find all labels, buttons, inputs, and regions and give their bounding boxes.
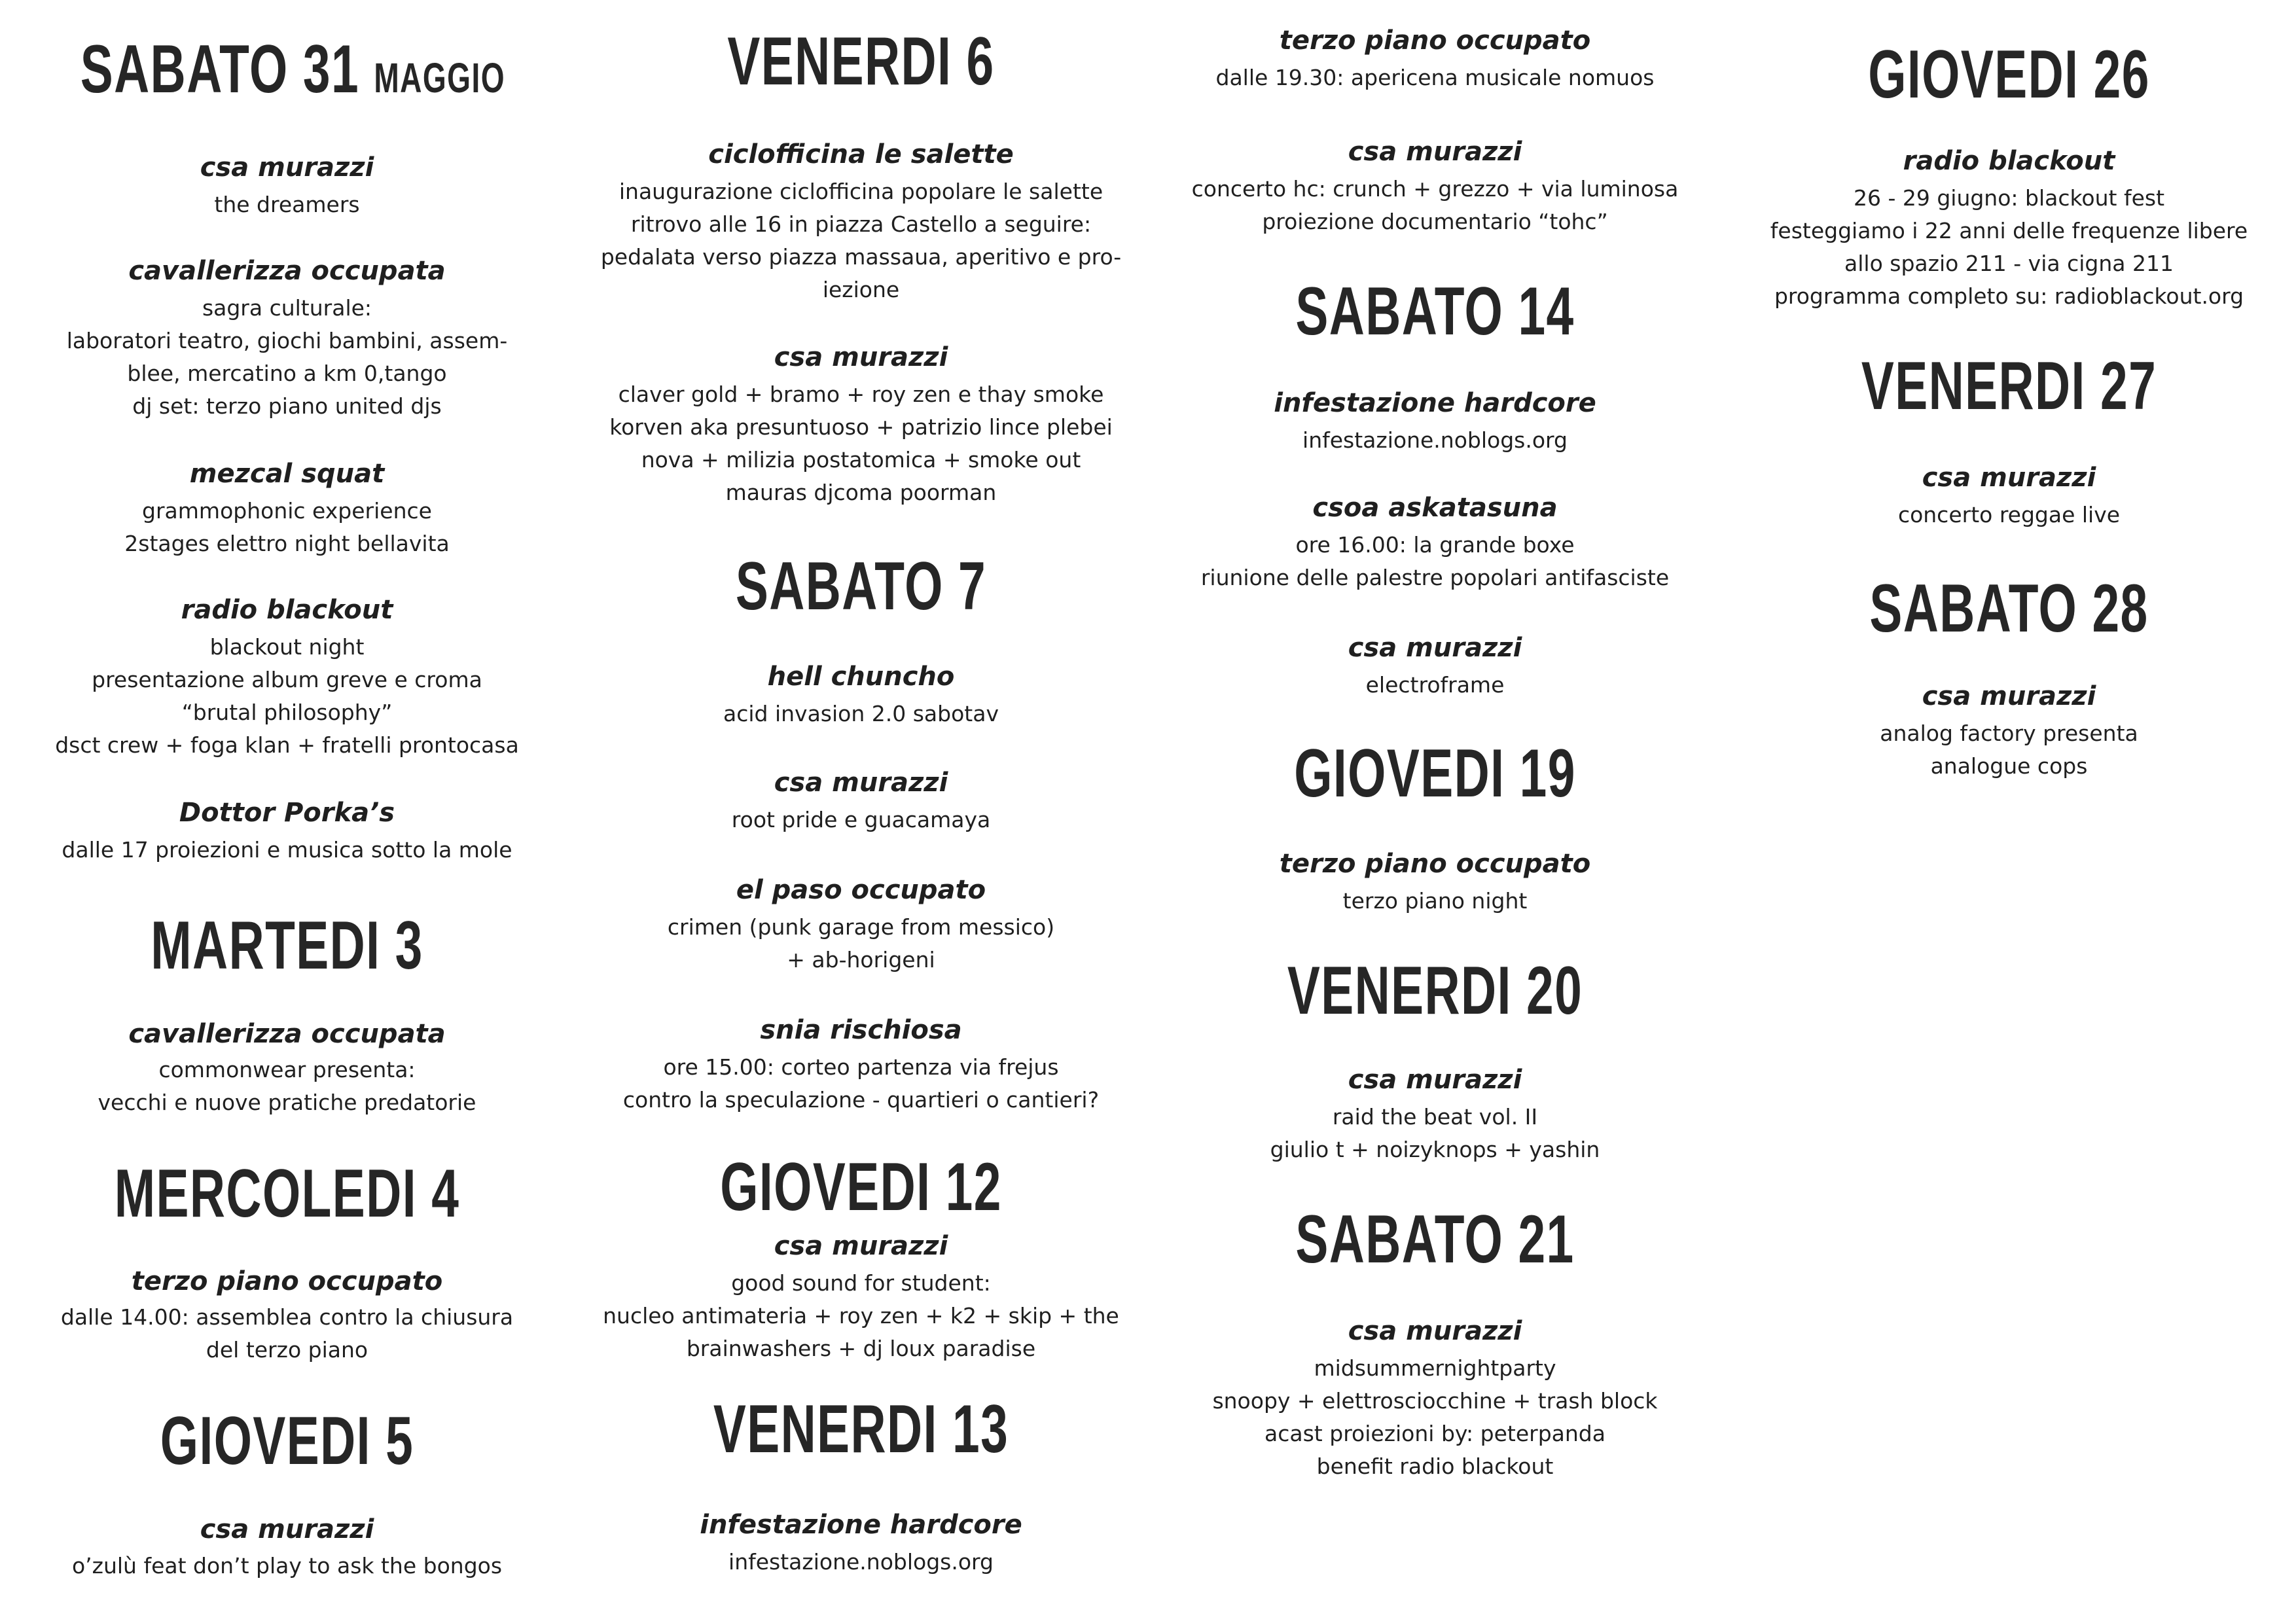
venue-name: [0, 1266, 574, 1297]
event-line: [0, 495, 574, 527]
event-line-text: good sound for student:: [731, 1270, 991, 1296]
event-line-text: presentazione album greve e croma: [92, 667, 482, 692]
day-heading-text: MERCOLEDI 4: [114, 1156, 460, 1232]
venue-name-text: cavallerizza occupata: [128, 1019, 446, 1049]
venue-name-text: mezcal squat: [189, 459, 385, 489]
event-line-text: nucleo antimateria + roy zen + k2 + skip + the: [603, 1303, 1119, 1329]
venue-name: [1148, 632, 1722, 664]
event-line-text: concerto reggae live: [1897, 502, 2121, 527]
venue-name: [1148, 848, 1722, 880]
event-line-text: infestazione.noblogs.org: [728, 1549, 994, 1575]
day-heading-text: SABATO 21: [1295, 1202, 1575, 1277]
event-line: [574, 698, 1148, 730]
day-heading: [81, 1402, 493, 1480]
day-heading: [1229, 272, 1641, 351]
event-line-text: programma completo su: radioblackout.org: [1774, 283, 2244, 309]
day-heading-text: GIOVEDI 19: [1294, 736, 1576, 812]
day-heading-text: GIOVEDI 5: [160, 1403, 414, 1479]
event-line-text: infestazione.noblogs.org: [1302, 427, 1568, 453]
venue-name: [0, 152, 574, 183]
event-line-text: dsct crew + foga klan + fratelli prontocasa: [55, 732, 519, 758]
venue-name: [0, 1018, 574, 1050]
venue-name: [0, 255, 574, 287]
event-line: [1148, 1385, 1722, 1418]
event-line: [0, 390, 574, 423]
event-line-text: o’zulù feat don’t play to ask the bongos: [71, 1553, 503, 1578]
venue-name-text: csa murazzi: [1922, 463, 2096, 493]
event-line-text: nova + milizia postatomica + smoke out: [641, 447, 1081, 473]
event-line: [574, 1300, 1148, 1332]
venue-name-text: csa murazzi: [1348, 633, 1522, 663]
event-line: [0, 696, 574, 729]
day-heading-text: VENERDI 27: [1861, 348, 2157, 424]
column-1: [0, 0, 574, 1623]
venue-name: [574, 139, 1148, 170]
day-heading: [1803, 347, 2215, 425]
event-line: [0, 729, 574, 762]
event-line-text: midsummernightparty: [1314, 1355, 1556, 1381]
event-line: [1148, 669, 1722, 702]
venue-name-text: csa murazzi: [200, 1514, 374, 1544]
event-line-text: brainwashers + dj loux paradise: [686, 1336, 1036, 1361]
venue-name: [1722, 145, 2296, 177]
venue-name-text: hell chuncho: [767, 662, 955, 692]
event-line-text: vecchi e nuove pratiche predatorie: [98, 1090, 476, 1115]
event-line-text: contro la speculazione - quartieri o cantieri?: [622, 1087, 1100, 1113]
event-line-text: korven aka presuntuoso + patrizio lince plebei: [609, 414, 1113, 440]
event-line-text: allo spazio 211 - via cigna 211: [1844, 251, 2174, 276]
event-line: [574, 175, 1148, 208]
event-line-text: pedalata verso piazza massaua, aperitivo e pro-: [600, 244, 1122, 270]
month-label: MAGGIO: [374, 54, 505, 101]
day-heading: [1229, 1200, 1641, 1279]
event-line-text: laboratori teatro, giochi bambini, assem-: [66, 328, 508, 353]
venue-name-text: snia rischiosa: [760, 1015, 962, 1045]
venue-name: [1148, 387, 1722, 419]
event-line-text: terzo piano night: [1342, 888, 1528, 914]
event-line-text: grammophonic experience: [142, 498, 432, 524]
venue-name-text: csa murazzi: [1348, 1316, 1522, 1346]
venue-name: [574, 767, 1148, 798]
event-line: [0, 631, 574, 664]
event-line: [574, 208, 1148, 241]
venue-name-text: infestazione hardcore: [1274, 388, 1596, 418]
event-line-text: acast proiezioni by: peterpanda: [1265, 1421, 1605, 1446]
event-line-text: raid the beat vol. II: [1332, 1104, 1538, 1130]
venue-name-text: terzo piano occupato: [1279, 849, 1591, 879]
event-line-text: ore 16.00: la grande boxe: [1295, 532, 1575, 558]
day-heading: [81, 906, 493, 985]
venue-name: [1148, 492, 1722, 524]
event-line-text: festeggiamo i 22 anni delle frequenze libere: [1770, 218, 2248, 243]
event-line: [574, 274, 1148, 306]
event-line: [0, 1334, 574, 1366]
event-line: [1148, 1352, 1722, 1385]
venue-name: [1722, 681, 2296, 712]
event-line: [0, 664, 574, 696]
event-line-text: “brutal philosophy”: [181, 700, 393, 725]
event-line: [574, 944, 1148, 976]
venue-name: [574, 1014, 1148, 1046]
event-line-text: claver gold + bramo + roy zen e thay smoke: [618, 382, 1104, 407]
event-line-text: ritrovo alle 16 in piazza Castello a seguire:: [630, 211, 1092, 237]
event-line: [1722, 717, 2296, 750]
event-line: [0, 292, 574, 325]
day-heading-text: VENERDI 13: [713, 1391, 1009, 1467]
event-line-text: riunione delle palestre popolari antifasciste: [1200, 565, 1670, 590]
event-line-text: dj set: terzo piano united djs: [132, 393, 442, 419]
event-line-text: commonwear presenta:: [158, 1057, 416, 1082]
event-line-text: inaugurazione ciclofficina popolare le salette: [619, 179, 1103, 204]
venue-name: [574, 1230, 1148, 1262]
day-heading: [1803, 569, 2215, 648]
event-line: [1148, 1133, 1722, 1166]
venue-name-text: csoa askatasuna: [1312, 493, 1558, 523]
event-line-text: giulio t + noizyknops + yashin: [1270, 1137, 1600, 1162]
event-line-text: acid invasion 2.0 sabotav: [723, 701, 999, 726]
day-heading-text: VENERDI 6: [727, 24, 995, 99]
event-line-text: del terzo piano: [206, 1337, 368, 1363]
venue-name-text: terzo piano occupato: [1279, 26, 1591, 56]
event-line: [1148, 1101, 1722, 1133]
venue-name: [574, 342, 1148, 373]
venue-name: [574, 661, 1148, 692]
venue-name: [0, 594, 574, 626]
day-heading-text: SABATO 31: [80, 31, 360, 107]
event-line: [1148, 562, 1722, 594]
event-line: [574, 241, 1148, 274]
event-line: [0, 1086, 574, 1119]
column-2: [574, 0, 1148, 1623]
venue-name: [1722, 462, 2296, 493]
day-heading: [655, 1148, 1067, 1226]
day-heading-text: SABATO 7: [735, 548, 987, 624]
event-line: [574, 1267, 1148, 1300]
venue-name: [0, 1514, 574, 1545]
venue-name-text: terzo piano occupato: [131, 1266, 443, 1296]
event-line: [574, 444, 1148, 476]
event-line-text: benefit radio blackout: [1316, 1454, 1554, 1479]
event-line: [1148, 1450, 1722, 1483]
event-line: [0, 834, 574, 866]
event-line-text: analogue cops: [1930, 753, 2088, 779]
day-heading: [1229, 734, 1641, 813]
event-line: [1722, 750, 2296, 783]
day-heading-text: GIOVEDI 12: [720, 1149, 1002, 1225]
venue-name: [574, 1509, 1148, 1541]
event-line: [574, 804, 1148, 836]
event-line-text: 26 - 29 giugno: blackout fest: [1853, 185, 2165, 211]
event-line: [1722, 499, 2296, 531]
day-heading-text: SABATO 28: [1869, 571, 2149, 647]
event-line: [0, 325, 574, 357]
event-line: [574, 476, 1148, 509]
day-heading: [1229, 952, 1641, 1030]
venue-name: [0, 458, 574, 490]
event-line-text: sagra culturale:: [202, 295, 372, 321]
column-4: [1722, 0, 2296, 1623]
event-line: [1722, 280, 2296, 313]
event-line: [574, 911, 1148, 944]
event-line-text: iezione: [822, 277, 900, 302]
event-line-text: crimen (punk garage from messico): [667, 914, 1055, 940]
column-3: [1148, 0, 1722, 1623]
event-line: [1722, 215, 2296, 247]
event-line: [574, 1332, 1148, 1365]
event-line-text: dalle 17 proiezioni e musica sotto la mole: [62, 837, 512, 863]
venue-name-text: el paso occupato: [736, 875, 986, 905]
event-line: [1148, 424, 1722, 457]
event-line-text: 2stages elettro night bellavita: [124, 531, 450, 556]
venue-name: [0, 797, 574, 829]
event-line-text: blackout night: [209, 634, 365, 660]
day-heading: [81, 1154, 493, 1233]
event-line-text: ore 15.00: corteo partenza via frejus: [663, 1054, 1059, 1080]
event-line: [1722, 247, 2296, 280]
venue-name: [1148, 25, 1722, 56]
event-line-text: blee, mercatino a km 0,tango: [127, 361, 447, 386]
day-heading: [655, 22, 1067, 101]
event-line-text: electroframe: [1365, 672, 1505, 698]
venue-name-text: csa murazzi: [774, 1231, 948, 1261]
venue-name-text: radio blackout: [1903, 146, 2115, 176]
day-heading: [655, 1390, 1067, 1469]
venue-name-text: radio blackout: [181, 595, 393, 625]
event-line-text: mauras djcoma poorman: [725, 480, 997, 505]
event-line: [1148, 205, 1722, 238]
day-heading: [80, 30, 505, 117]
event-line-text: + ab-horigeni: [787, 947, 935, 972]
day-heading: [1803, 35, 2215, 114]
event-line: [1148, 885, 1722, 918]
event-line: [1148, 529, 1722, 562]
day-heading-text: GIOVEDI 26: [1868, 37, 2150, 113]
event-line: [1722, 182, 2296, 215]
event-line: [574, 378, 1148, 411]
venue-name-text: csa murazzi: [200, 152, 374, 183]
event-line-text: dalle 14.00: assemblea contro la chiusura: [60, 1304, 514, 1330]
event-line: [1148, 62, 1722, 94]
day-heading: [655, 547, 1067, 626]
event-line-text: dalle 19.30: apericena musicale nomuos: [1215, 65, 1655, 90]
venue-name-text: csa murazzi: [774, 342, 948, 372]
event-line: [574, 411, 1148, 444]
event-line: [574, 1546, 1148, 1578]
event-line: [574, 1051, 1148, 1084]
event-line: [0, 1301, 574, 1334]
venue-name: [1148, 136, 1722, 168]
event-line: [0, 527, 574, 560]
venue-name-text: Dottor Porka’s: [179, 798, 395, 828]
event-line: [0, 357, 574, 390]
event-line-text: analog factory presenta: [1880, 721, 2138, 746]
event-line-text: root pride e guacamaya: [731, 807, 991, 832]
venue-name-text: ciclofficina le salette: [708, 139, 1014, 169]
venue-name-text: csa murazzi: [1922, 681, 2096, 711]
venue-name: [1148, 1064, 1722, 1096]
day-heading-text: VENERDI 20: [1287, 953, 1583, 1029]
event-line: [1148, 1418, 1722, 1450]
event-line-text: snoopy + elettrosciocchine + trash block: [1212, 1388, 1658, 1414]
venue-name: [574, 874, 1148, 906]
venue-name-text: csa murazzi: [774, 768, 948, 798]
day-heading-text: SABATO 14: [1295, 274, 1575, 349]
venue-name-text: cavallerizza occupata: [128, 256, 446, 286]
day-heading-text: MARTEDI 3: [151, 908, 423, 984]
event-line: [574, 1084, 1148, 1116]
event-line-text: concerto hc: crunch + grezzo + via luminosa: [1191, 176, 1679, 202]
event-line: [1148, 173, 1722, 205]
venue-name-text: csa murazzi: [1348, 1065, 1522, 1095]
venue-name: [1148, 1315, 1722, 1347]
event-line: [0, 1054, 574, 1086]
venue-name-text: infestazione hardcore: [700, 1510, 1022, 1540]
venue-name-text: csa murazzi: [1348, 137, 1522, 167]
event-line: [0, 1550, 574, 1582]
event-line-text: proiezione documentario “tohc”: [1262, 209, 1608, 234]
event-line: [0, 188, 574, 221]
event-line-text: the dreamers: [214, 192, 360, 217]
